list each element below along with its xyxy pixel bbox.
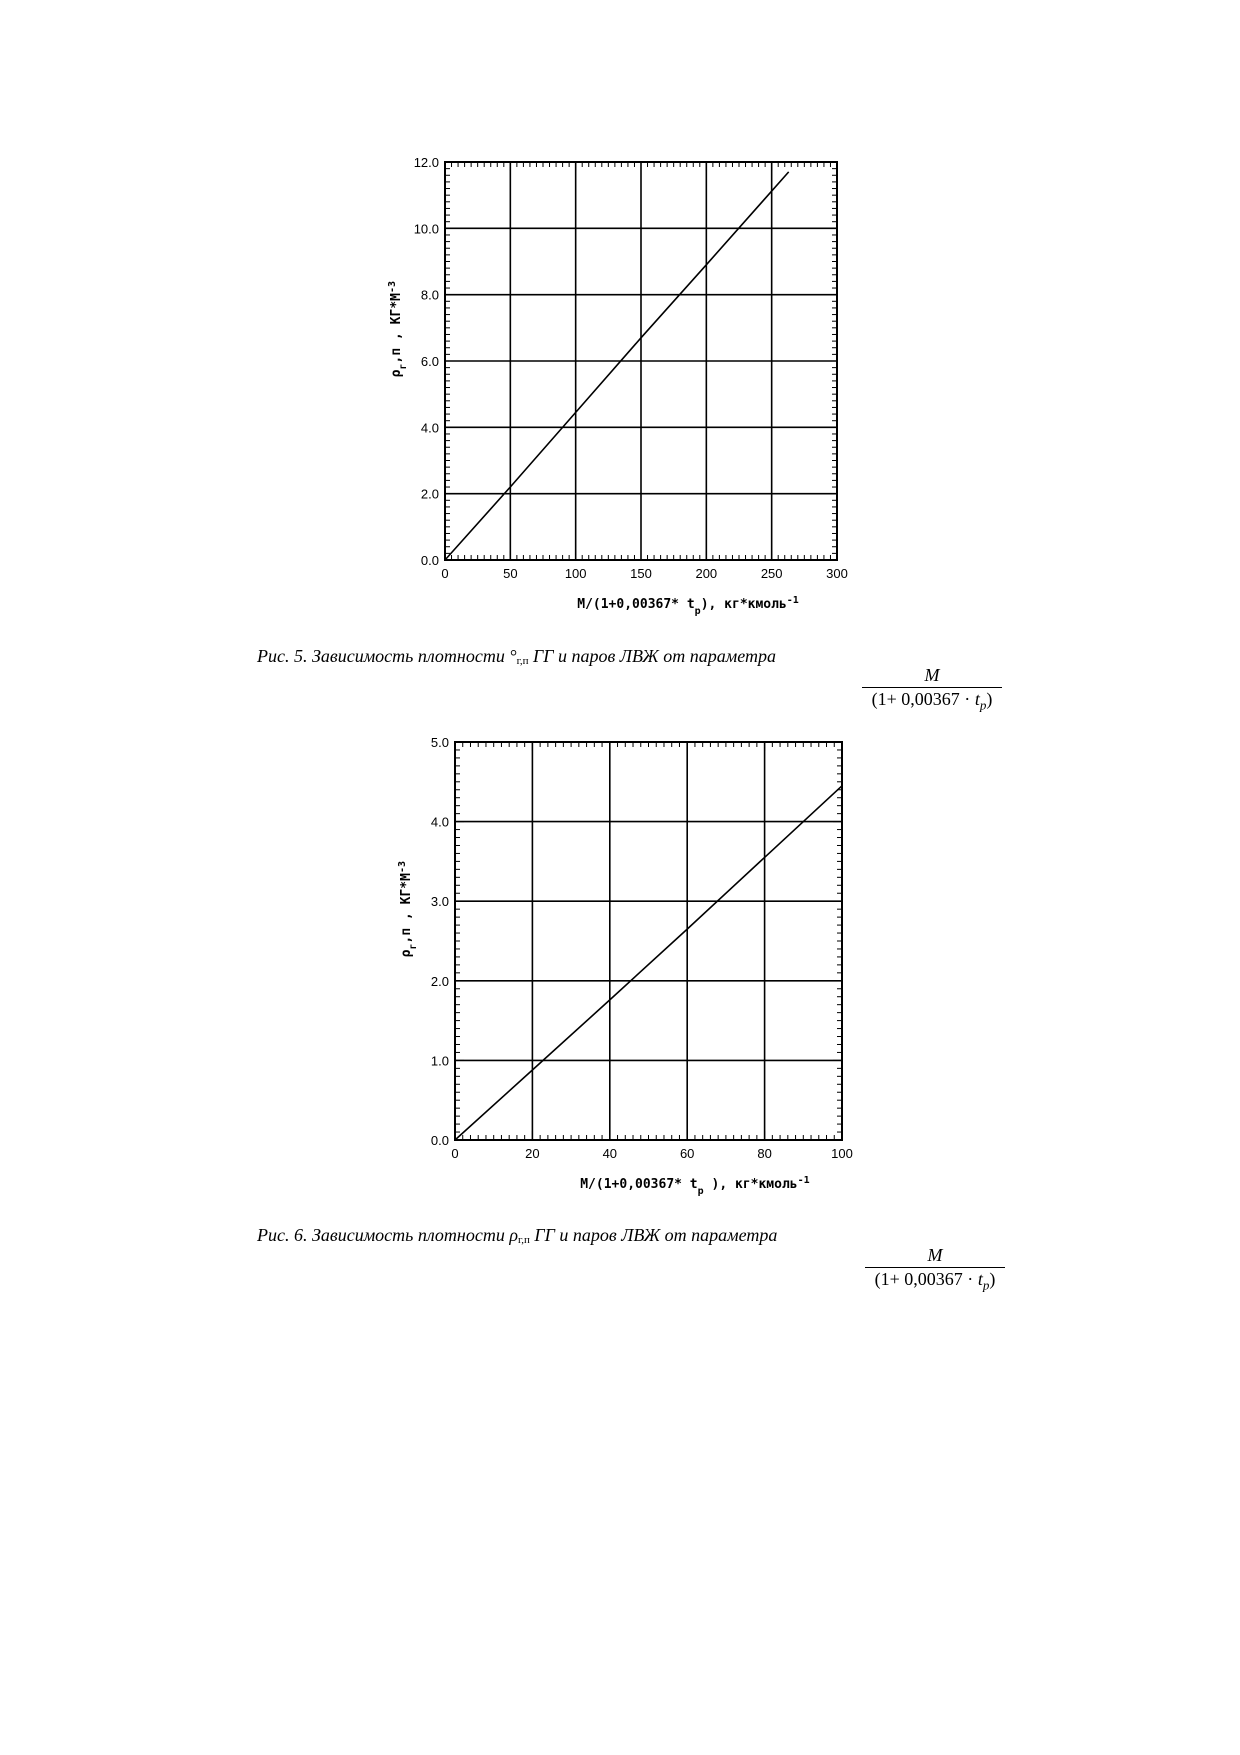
chart-2-svg [370,720,853,1197]
x-axis-label [580,1175,809,1197]
x-tick-label: 40 [602,1146,618,1161]
y-tick-label: 4.0 [430,814,449,830]
y-tick-label: 1.0 [430,1053,449,1069]
y-tick-label: 2.0 [420,486,439,502]
fraction-6-numerator: M [927,1245,943,1265]
x-tick-label: 250 [760,566,783,581]
fraction-5-denominator: $(1+ 0,00367 \cdot t_p)$ [871,689,993,713]
fraction-6-denominator: $(1+ 0,00367 \cdot t_p)$ [874,1269,996,1293]
x-tick-label: 50 [503,566,518,581]
axis-label-part: p [694,605,701,617]
caption-5-symbol: ° [509,646,517,666]
fraction-5-den-sub: p [979,697,987,713]
chart-2 [370,720,853,1197]
x-tick-label: 80 [757,1146,772,1161]
axis-label-part: M/(1+0,00367* t [577,597,695,612]
x-tick-label: 150 [630,566,652,581]
axis-label-part: ), кг*кмоль [703,1177,798,1192]
axis-label-part: ), кг*кмоль [700,597,787,612]
y-axis-label [387,281,409,377]
fraction-6-den-var: t [977,1269,983,1289]
caption-5-subscript: г,п [516,655,529,667]
y-tick-label: 4.0 [420,420,439,436]
axis-label-part: -1 [797,1174,810,1186]
axis-label-part: M/(1+0,00367* t [580,1177,698,1192]
fraction-figure-5 [852,665,1012,714]
x-tick-label: 60 [679,1146,695,1161]
axis-label-part: ρ [389,369,404,378]
caption-5-suffix: ГГ и паров ЛВЖ от параметра [528,646,776,666]
fraction-6-den-prefix: 1+ 0,00367 · [880,1269,978,1289]
axis-label-part: г [407,943,419,950]
series-line [455,786,842,1140]
axis-label-part: г [397,363,409,370]
caption-figure-5 [257,646,776,667]
x-tick-label: 0 [451,1146,459,1161]
x-tick-label: 20 [525,1146,540,1161]
axis-label-part: ,п , КГ*М [389,293,404,364]
fraction-5-den-prefix: 1+ 0,00367 · [877,689,975,709]
caption-6-symbol: ρ [509,1225,518,1245]
axis-label-part: ρ [399,949,414,958]
y-tick-label: 8.0 [420,287,439,303]
y-tick-label: 2.0 [430,973,449,989]
caption-6-subscript: г,п [518,1234,530,1246]
fraction-figure-6 [855,1245,1015,1294]
fraction-6-den-sub: p [982,1277,990,1293]
axis-label-part: -3 [396,860,408,874]
x-tick-label: 300 [826,566,848,581]
caption-figure-6 [257,1225,777,1246]
caption-5-prefix: Рис. 5. Зависимость плотности [257,646,510,666]
axis-label-part: -1 [786,594,799,606]
x-axis-label [577,595,799,617]
y-axis-label [397,861,419,957]
y-tick-label: 6.0 [420,354,439,369]
axis-label-part: ,п , КГ*М [399,873,414,944]
caption-6-prefix: Рис. 6. Зависимость плотности [257,1225,510,1245]
y-tick-label: 10.0 [413,221,439,237]
axis-label-part: -3 [386,280,398,294]
fraction-5-numerator: M [924,665,940,685]
x-tick-label: 100 [564,566,587,581]
y-tick-label: 0.0 [420,553,439,568]
y-tick-label: 0.0 [430,1133,449,1148]
series-line [445,172,789,560]
caption-6-suffix: ГГ и паров ЛВЖ от параметра [529,1225,778,1245]
chart-1 [370,140,848,620]
x-tick-label: 200 [695,566,718,581]
chart-1-svg [370,140,848,620]
fraction-5-den-var: t [974,689,980,709]
plot-frame [455,742,842,1140]
x-tick-label: 0 [441,566,449,581]
y-tick-label: 12.0 [413,155,439,170]
axis-label-part: p [697,1185,704,1197]
y-tick-label: 3.0 [430,894,449,910]
x-tick-label: 100 [831,1146,853,1161]
y-tick-label: 5.0 [430,735,449,750]
